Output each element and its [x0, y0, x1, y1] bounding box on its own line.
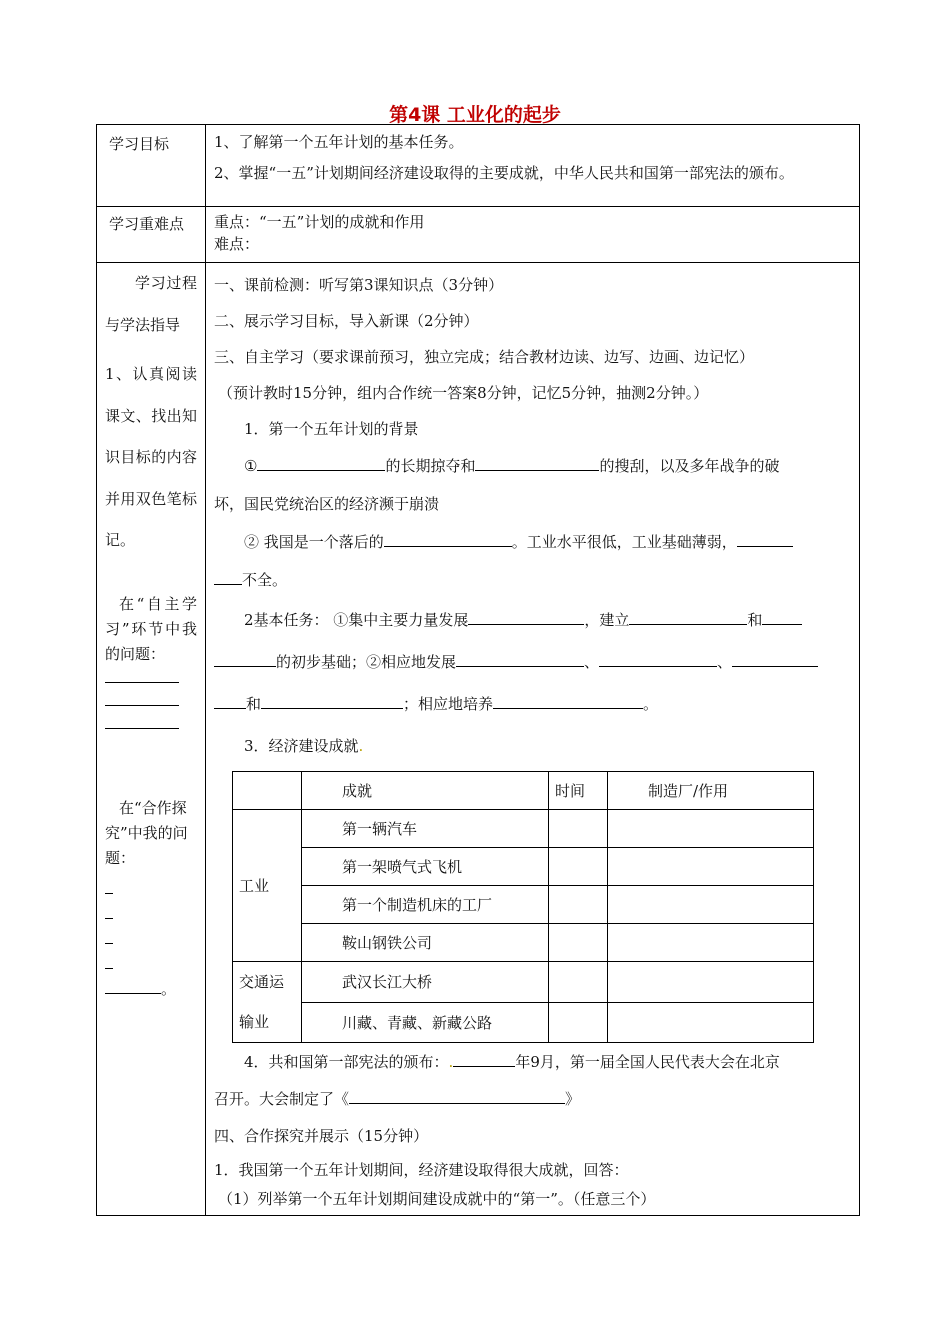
header-factory: 制造厂/作用	[608, 772, 814, 810]
q1-title: 1．第一个五年计划的背景	[244, 420, 419, 438]
process-row	[97, 263, 860, 1216]
cooperation-blanks: 。	[105, 877, 197, 1002]
self-study-blanks	[105, 667, 197, 736]
goal-item-2: 2、掌握“一五”计划期间经济建设取得的主要成就，中华人民共和国第一部宪法的颁布。	[214, 164, 794, 182]
goals-content	[206, 125, 860, 207]
goals-row	[97, 125, 860, 207]
table-cell-achievement: 武汉长江大桥	[302, 962, 549, 1003]
process-label: 学习过程与学法指导	[105, 274, 197, 334]
table-cell-achievement: 第一个制造机床的工厂	[302, 886, 549, 924]
transport-label: 交通运输业	[233, 962, 302, 1043]
header-time: 时间	[549, 772, 608, 810]
lesson-table	[96, 124, 860, 1216]
achievements-table	[232, 771, 814, 1043]
important-point: 重点：“一五”计划的成就和作用	[214, 213, 425, 231]
tip-cooperation: 在“合作探究”中我的问题：	[105, 798, 188, 867]
q1-line-b2: 不全。	[214, 561, 851, 599]
goals-label-text: 学习目标	[109, 135, 170, 153]
section-4: 四、合作探究并展示（15分钟）	[214, 1127, 429, 1145]
process-content	[206, 263, 860, 1216]
q2-line-c: 和 ；相应地培养 。	[214, 683, 851, 725]
goal-item-1: 1、了解第一个五年计划的基本任务。	[214, 133, 464, 151]
q1-line-b: ② 我国是一个落后的 。工业水平很低，工业基础薄弱，	[214, 523, 851, 561]
section-3: 三、自主学习（要求课前预习，独立完成；结合教材边读、边写、边画、边记忆）	[214, 348, 755, 366]
process-guide	[97, 263, 206, 1216]
tip-read-text: 1、认真阅读课文、找出知识目标的内容并用双色笔标记。	[105, 365, 197, 549]
section-2: 二、展示学习目标，导入新课（2分钟）	[214, 312, 479, 330]
section-1: 一、课前检测：听写第3课知识点（3分钟）	[214, 276, 504, 294]
section-4-q1: 1．我国第一个五年计划期间，经济建设取得很大成就，回答：	[214, 1161, 629, 1179]
industry-label: 工业	[233, 810, 302, 962]
keypoints-content	[206, 207, 860, 263]
keypoints-label-text: 学习重难点	[109, 215, 185, 233]
q1-line-a2: 坏，国民党统治区的经济濒于崩溃	[214, 495, 440, 513]
page-title: 第4课 工业化的起步	[389, 104, 561, 126]
table-cell-achievement: 川藏、青藏、新藏公路	[302, 1002, 549, 1043]
table-cell-achievement: 鞍山钢铁公司	[302, 924, 549, 962]
q4-line-a: 4．共和国第一部宪法的颁布：. 年9月，第一届全国人民代表大会在北京	[244, 1053, 780, 1071]
q1-line-a: ① 的长期掠夺和 的搜刮，以及多年战争的破	[244, 457, 780, 475]
keypoints-row	[97, 207, 860, 263]
table-cell-achievement: 第一辆汽车	[302, 810, 549, 848]
header-achievement: 成就	[302, 772, 549, 810]
goals-label	[97, 125, 206, 207]
q2-line-a: 2基本任务： ①集中主要力量发展 ，建立 和	[214, 599, 851, 641]
keypoints-label	[97, 207, 206, 263]
section-3-note: （预计教时15分钟，组内合作统一答案8分钟，记忆5分钟，抽测2分钟。）	[218, 384, 709, 402]
section-4-q1-1: （1）列举第一个五年计划期间建设成就中的“第一”。（任意三个）	[218, 1190, 656, 1208]
difficult-point: 难点：	[214, 235, 260, 253]
q3-title: 3．经济建设成就.	[244, 737, 364, 755]
table-cell-achievement: 第一架喷气式飞机	[302, 848, 549, 886]
q4-line-b: 召开。大会制定了《 》	[214, 1090, 581, 1108]
q2-line-b: 的初步基础；②相应地发展 、 、	[214, 641, 851, 683]
tip-self-study: 在“自主学习”环节中我的问题：	[105, 594, 197, 663]
